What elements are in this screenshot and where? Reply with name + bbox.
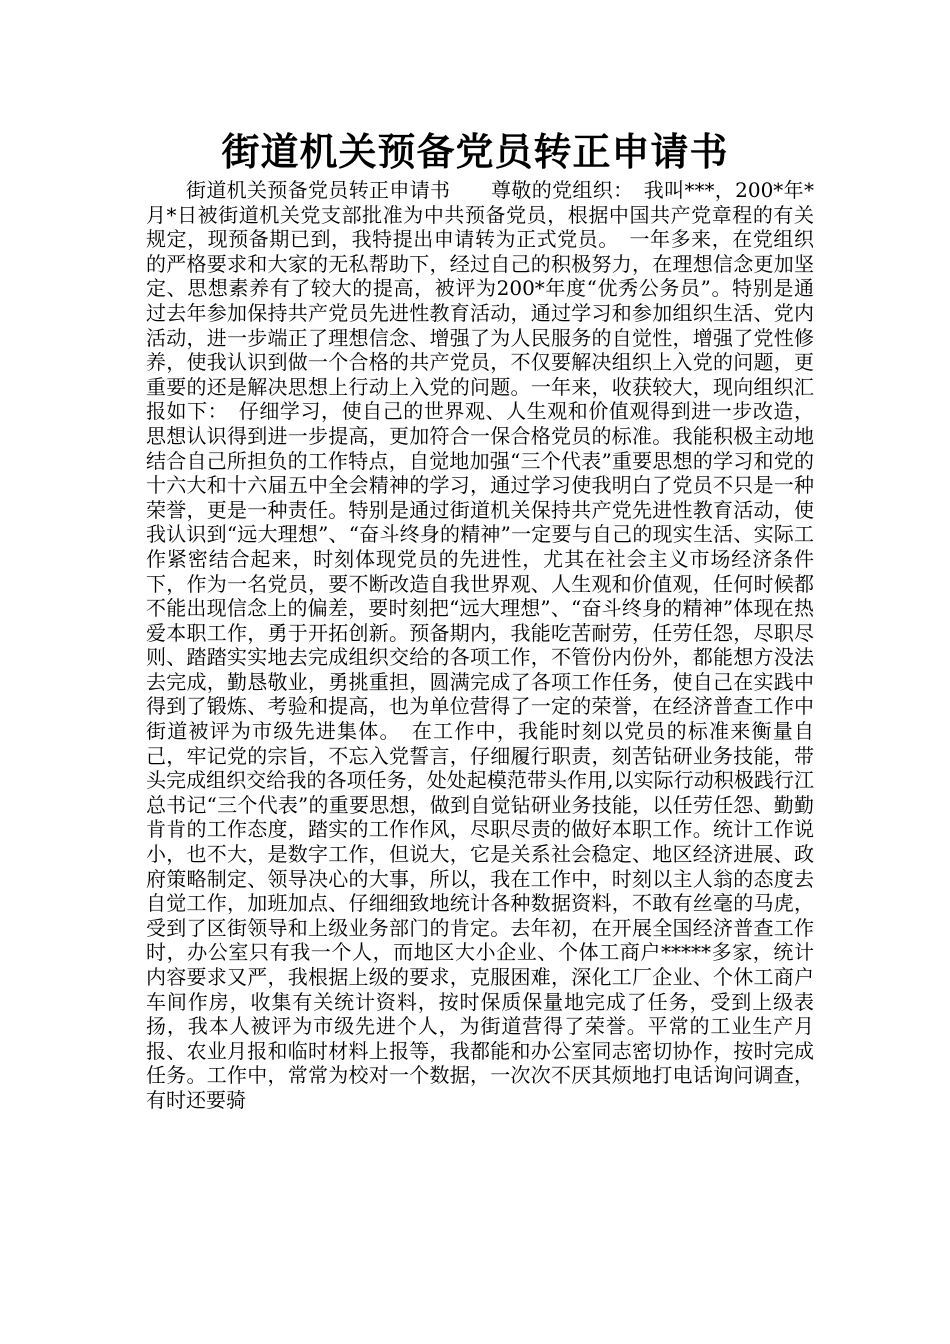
page-title: 街道机关预备党员转正申请书 [221,129,729,174]
body-paragraph: 街道机关预备党员转正申请书 尊敬的党组织： 我叫***，200*年*月*日被街道机关党支部批准为中共预备党员，根据中国共产党章程的有关规定，现预备期已到，我特提出申请转为正式党员。 一年多来，在党组织的严格要求和大家的无私帮助下，经过自己的积极努力，在理想信念更加坚定、思想素养有了较大的提高，被评为200*年度“优秀公务员”。特别是通过去年参加保持共产党员先进性教育活动，通过学习和参加组织生活、党内活动，进一步端正了理想信念、增强了为人民服务的自觉性，增强了党性修养，使我认识到做一个合格的共产党员，不仅要解决组织上入党的问题，更重要的还是解决思想上行动上入党的问题。一年来，收获较大，现向组织汇报如下： 仔细学习，使自己的世界观、人生观和价值观得到进一步改造，思想认识得到进一步提高，更加符合一保合格党员的标准。我能积极主动地结合自己所担负的工作特点，自觉地加强“三个代表”重要思想的学习和党的十六大和十六届五中全会精神的学习，通过学习使我明白了党员不只是一种荣誉，更是一种责任。特别是通过街道机关保持共产党先进性教育活动，使我认识到“远大理想”、“奋斗终身的精神”一定要与自己的现实生活、实际工作紧密结合起来，时刻体现党员的先进性，尤其在社会主义市场经济条件下，作为一名党员，要不断改造自我世界观、人生观和价值观，任何时候都不能出现信念上的偏差，要时刻把“远大理想”、“奋斗终身的精神”体现在热爱本职工作，勇于开拓创新。预备期内，我能吃苦耐劳，任劳任怨，尽职尽则、踏踏实实地去完成组织交给的各项工作，不管份内份外，都能想方没法去完成，勤恳敬业，勇挑重担，圆满完成了各项工作任务，使自己在实践中得到了锻炼、考验和提高，也为单位营得了一定的荣誉，在经济普查工作中街道被评为市级先进集体。 在工作中，我能时刻以党员的标准来衡量自己，牢记党的宗旨，不忘入党誓言，仔细履行职责，刻苦钻研业务技能，带头完成组织交给我的各项任务，处处起模范带头作用,以实际行动积极践行江总书记“三个代表”的重要思想，做到自觉钻研业务技能，以任劳任怨、勤勤肯肯的工作态度，踏实的工作作风，尽职尽责的做好本职工作。统计工作说小，也不大，是数字工作，但说大，它是关系社会稳定、地区经济进展、政府策略制定、领导决心的大事，所以，我在工作中，时刻以主人翁的态度去自觉工作，加班加点、仔细细致地统计各种数据资料，不敢有丝毫的马虎，受到了区街领导和上级业务部门的肯定。去年初，在开展全国经济普查工作时，办公室只有我一个人，而地区大小企业、个体工商户*****多家，统计内容要求又严，我根据上级的要求，克服困难，深化工厂企业、个休工商户车间作房，收集有关统计资料，按时保质保量地完成了任务，受到上级表扬，我本人被评为市级先进个人，为街道营得了荣誉。平常的工业生产月报、农业月报和临时材料上报等，我都能和办公室同志密切协作，按时完成任务。工作中，常常为校对一个数据，一次次不厌其烦地打电话询问调查，有时还要骑 [146,178,814,1112]
